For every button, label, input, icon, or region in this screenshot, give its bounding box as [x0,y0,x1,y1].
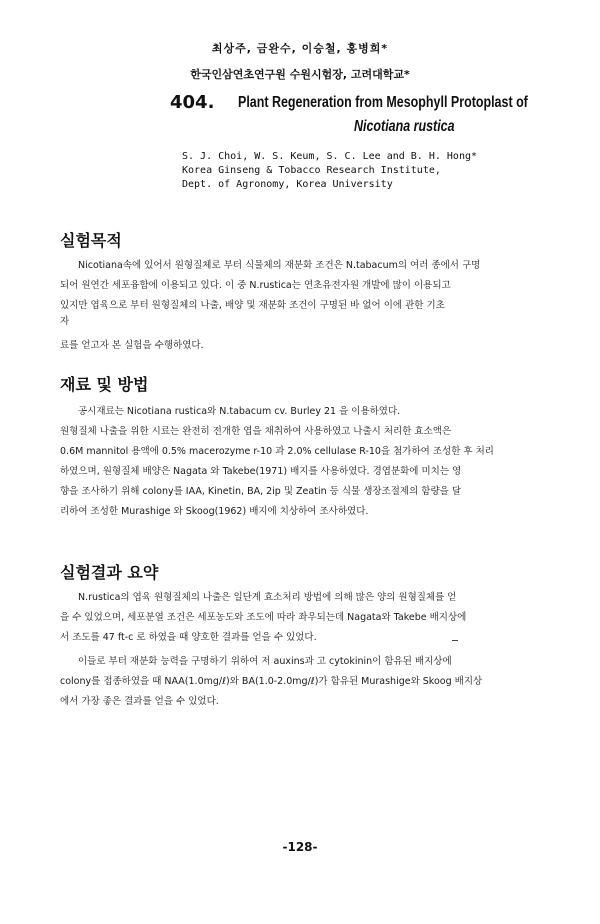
objective-line: 자 [60,316,70,327]
stray-mark [452,640,458,641]
methods-line: 원형질체 나출을 위한 시료는 완전히 전개한 엽을 채취하여 사용하였고 나출시 처리한 효소액은 [60,426,452,437]
section-heading-results: 실험결과 요약 [60,563,159,582]
results-line: 서 조도를 47 ft-c 로 하였을 때 양호한 결과를 얻을 수 있었다. [60,632,317,643]
paper-title-line-2: Nicotiana rustica [354,118,455,135]
results-line: 을 수 있었으며, 세포분열 조건은 세포농도와 조도에 따라 좌우되는데 Nagata와 Takebe 배지상에 [60,612,467,623]
objective-line: 료를 얻고자 본 실험을 수행하였다. [60,340,204,351]
methods-line: 공시재료는 Nicotiana rustica와 N.tabacum cv. Burley 21 을 이용하였다. [78,406,401,417]
korean-authors: 최상주, 금완수, 이승철, 홍병희* [211,42,389,55]
section-heading-objective: 실험목적 [60,231,122,250]
page-number: -128- [282,840,318,854]
results-line: N.rustica의 엽육 원형질체의 나출은 일단계 효소처리 방법에 의해 많은 양의 원형질체를 얻 [78,592,457,603]
results-paragraph [60,588,580,712]
english-authors: S. J. Choi, W. S. Keum, S. C. Lee and B. H. Hong* [182,151,478,162]
english-authors-block [182,150,562,192]
korean-affiliation: 한국인삼연초연구원 수원시험장, 고려대학교* [190,68,410,81]
section-heading-methods: 재료 및 방법 [60,375,149,394]
paper-number: 404. [170,92,215,113]
results-line: colony를 접종하였을 때 NAA(1.0mg/ℓ)와 BA(1.0-2.0mg/ℓ)가 함유된 Murashige와 Skoog 배지상 [60,676,483,687]
methods-line: 하였으며, 원형질체 배양은 Nagata 와 Takebe(1971) 배지를 사용하였다. 경엽분화에 미치는 영 [60,466,462,477]
objective-line: 있지만 엽육으로 부터 원형질체의 나출, 배양 및 재분화 조건이 구명된 바 없어 이에 관한 기초 [60,300,445,311]
results-line: 에서 가장 좋은 결과를 얻을 수 있었다. [60,696,219,707]
objective-line: Nicotiana속에 있어서 원형질체로 부터 식물체의 재분화 조건은 N.tabacum의 여러 종에서 구명 [78,260,481,271]
english-affiliation-1: Korea Ginseng & Tobacco Research Institute, [182,165,441,176]
methods-line: 향을 조사하기 위해 colony를 IAA, Kinetin, BA, 2ip 및 Zeatin 등 식물 생장조절제의 함량을 달 [60,486,462,497]
objective-paragraph [60,256,580,356]
paper-title-line-1: Plant Regeneration from Mesophyll Protoplast of [238,94,528,111]
methods-line: 0.6M mannitol 용액에 0.5% macerozyme r-10 과 2.0% cellulase R-10을 첨가하여 조성한 후 처리 [60,446,494,457]
methods-paragraph [60,402,580,522]
objective-line: 되어 원연간 세포융합에 이용되고 있다. 이 중 N.rustica는 연초유전자원 개발에 많이 이용되고 [60,280,451,291]
english-affiliation-2: Dept. of Agronomy, Korea University [182,179,393,190]
results-line: 이들로 부터 재분화 능력을 구명하기 위하여 저 auxins과 고 cytokinin이 함유된 배지상에 [78,656,452,667]
methods-line: 리하여 조성한 Murashige 와 Skoog(1962) 배지에 치상하여 조사하였다. [60,506,369,517]
